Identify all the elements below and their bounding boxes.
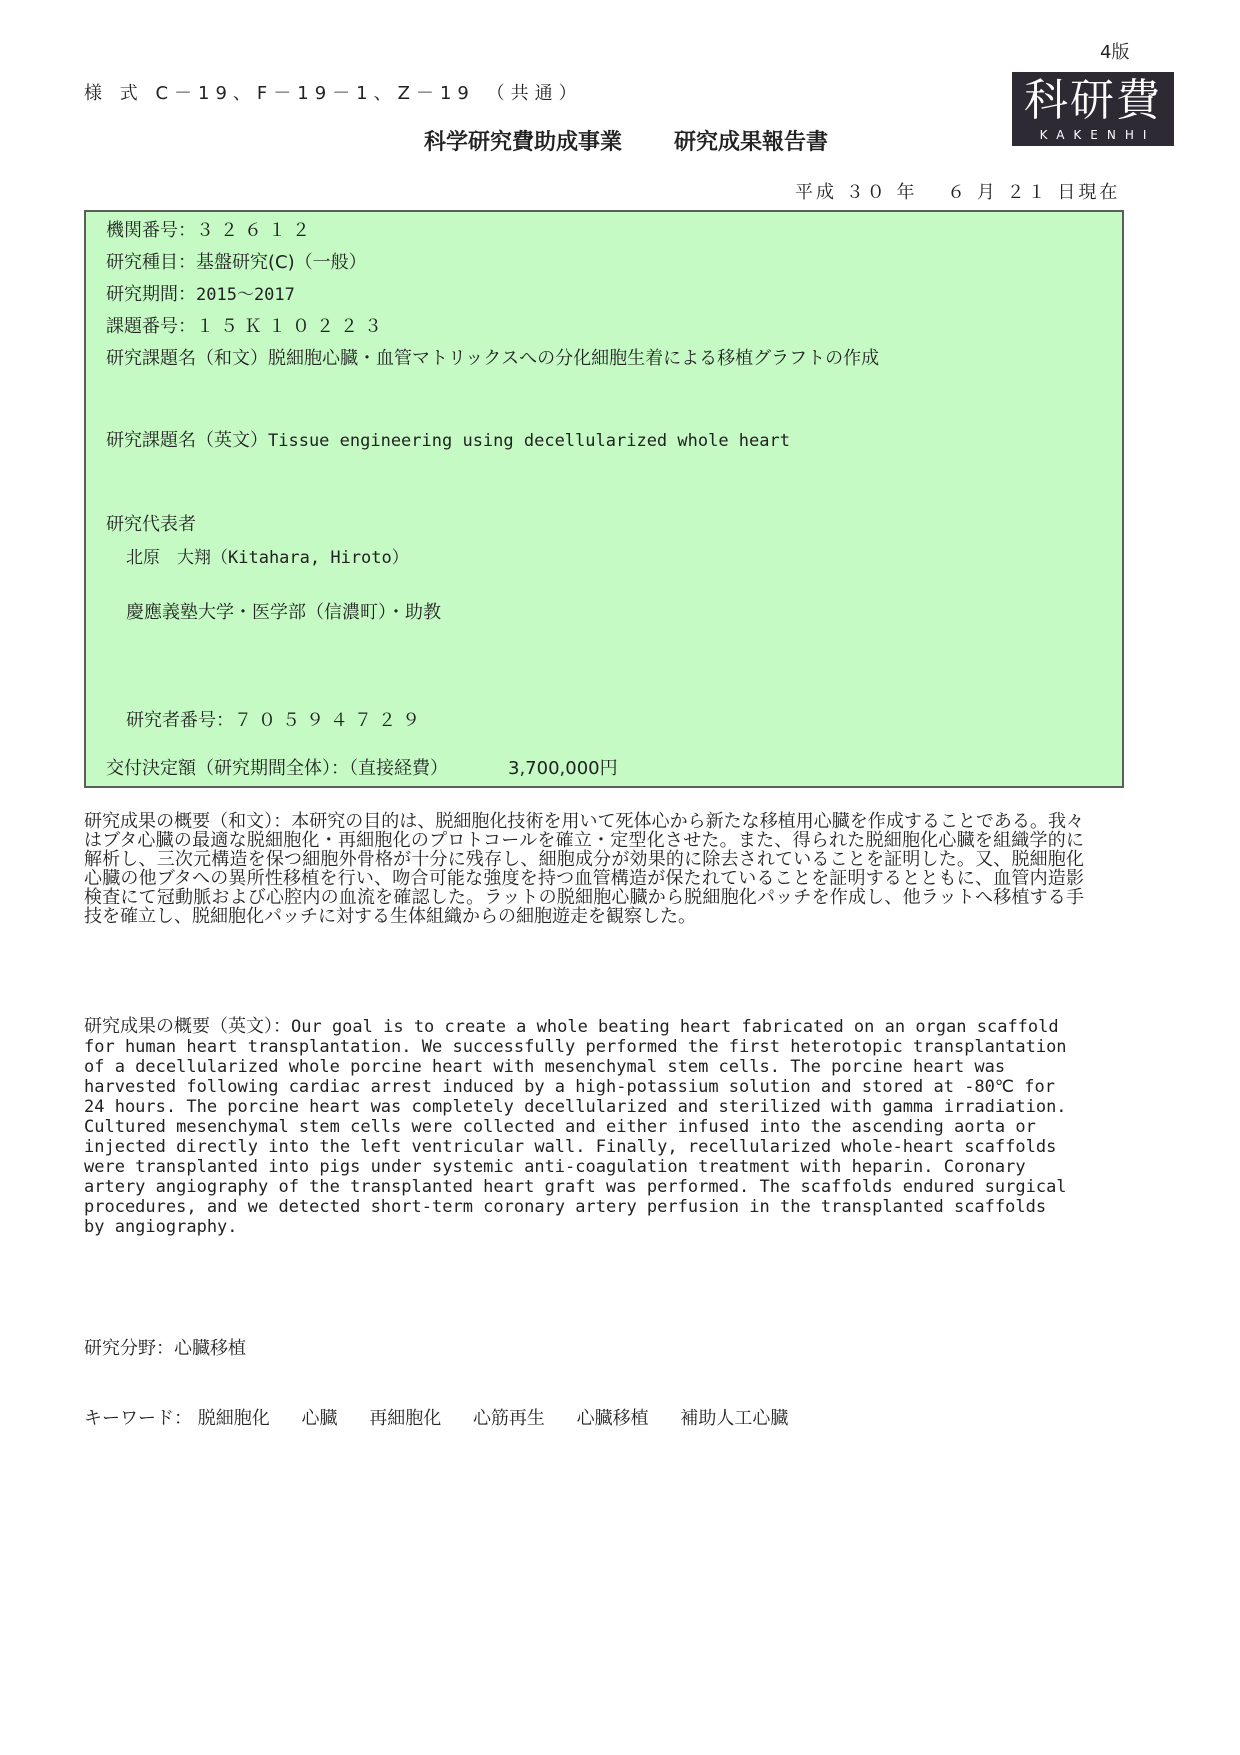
title-ja-label: 研究課題名（和文） [106, 348, 268, 369]
title-program: 科学研究費助成事業 [424, 130, 623, 155]
version-label: 4版 [1100, 42, 1130, 63]
summary-en-text: Our goal is to create a whole beating heart fabricated on an organ scaffold for human heart transplantation. We successfully performed the first heterotopic transplantation of a decellularized whole porcine heart with mesenchymal stem cells. The porcine heart was harvested following cardiac arrest induced by a high-potassium solution and stored at -80℃ for 24 hours. The porcine heart was completely decellularized and sterilized with gamma irradiation. Cultured mesenchymal stem cells were collected and either infused into the ascending aorta or injected directly into the left ventricular wall. Finally, recellularized whole-heart scaffolds were transplanted into pigs under systemic anti-coagulation treatment with heparin. Coronary artery angiography of the transplanted heart graft was performed. The scaffolds endured surgical procedures, and we detected short-term coronary artery perfusion in the transplanted scaffolds by angiography. [84, 1017, 1067, 1237]
summary-ja-text: 本研究の目的は、脱細胞化技術を用いて死体心から新たな移植用心臓を作成することである。我々はブタ心臓の最適な脱細胞化・再細胞化のプロトコールを確立・定型化させた。また、得られた脱細胞化心臓を組織学的に解析し、三次元構造を保つ細胞外骨格が十分に残存し、細胞成分が効果的に除去されていることを証明した。又、脱細胞化心臓の他ブタへの異所性移植を行い、吻合可能な強度を持つ血管構造が保たれていることを証明するとともに、血管内造影検査にて冠動脈および心腔内の血流を確認した。ラットの脱細胞心臓から脱細胞化パッチを作成し、他ラットへ移植する手技を確立し、脱細胞化パッチに対する生体組織からの細胞遊走を観察した。 [84, 811, 1084, 927]
title-ja-row [106, 344, 879, 370]
title-en-value: Tissue engineering using decellularized whole heart [268, 431, 790, 451]
affiliation: 慶應義塾大学・医学部（信濃町）・助教 [126, 602, 441, 623]
logo-roman: KAKENHI [1039, 128, 1156, 142]
summary-japanese [84, 812, 1084, 926]
title-en-label: 研究課題名（英文） [106, 430, 268, 451]
category-label: 研究種目： [106, 252, 196, 273]
grant-row [106, 754, 618, 780]
title-report: 研究成果報告書 [674, 130, 829, 155]
keyword-item: 心臓移植 [576, 1408, 649, 1429]
institution-row [106, 216, 316, 242]
keyword-item: 心臓 [301, 1408, 338, 1429]
summary-en-label: 研究成果の概要（英文）： [84, 1016, 291, 1037]
category-row [106, 248, 367, 274]
representative-name-row [126, 543, 409, 568]
keyword-item: 再細胞化 [369, 1408, 442, 1429]
keyword-item: 心筋再生 [472, 1408, 545, 1429]
researcher-number-label: 研究者番号： [126, 710, 234, 731]
project-number-row [106, 312, 388, 338]
title-ja-value: 脱細胞心臓・血管マトリックスへの分化細胞生着による移植グラフトの作成 [268, 348, 880, 369]
researcher-number-row [126, 706, 426, 732]
form-code: 様 式 C－19、F－19－1、Z－19 （共通） [84, 83, 583, 104]
logo-kanji: 科研費 [1024, 75, 1162, 126]
report-date: 平成 ３０ 年 ６ 月 ２１ 日現在 [795, 182, 1121, 203]
representative-label: 研究代表者 [106, 514, 196, 535]
institution-label: 機関番号： [106, 220, 196, 241]
field-value: 心臓移植 [174, 1338, 246, 1359]
project-info-box [84, 210, 1124, 788]
kakenhi-logo [1012, 72, 1174, 146]
keywords-label: キーワード： [84, 1408, 192, 1429]
period-row [106, 280, 295, 306]
grant-label: 交付決定額（研究期間全体）：（直接経費） [106, 758, 448, 779]
title-en-row [106, 426, 790, 452]
period-value: 2015～2017 [196, 285, 295, 305]
keyword-item: 補助人工心臓 [680, 1408, 789, 1429]
representative-name: 北原 大翔（Kitahara, Hiroto） [126, 548, 409, 568]
field-label: 研究分野： [84, 1338, 174, 1359]
period-label: 研究期間： [106, 284, 196, 305]
keywords [84, 1404, 814, 1430]
project-number-label: 課題番号： [106, 316, 196, 337]
institution-number: ３２６１２ [196, 220, 316, 241]
category-value: 基盤研究(C)（一般） [196, 252, 367, 273]
grant-amount: 3,700,000円 [508, 758, 618, 779]
keyword-item: 脱細胞化 [197, 1408, 270, 1429]
summary-ja-label: 研究成果の概要（和文）： [84, 811, 292, 832]
research-field [84, 1334, 246, 1360]
researcher-number: ７０５９４７２９ [234, 710, 426, 731]
document-title [424, 125, 828, 156]
summary-english [84, 1017, 1074, 1237]
project-number: １５Ｋ１０２２３ [196, 316, 388, 337]
